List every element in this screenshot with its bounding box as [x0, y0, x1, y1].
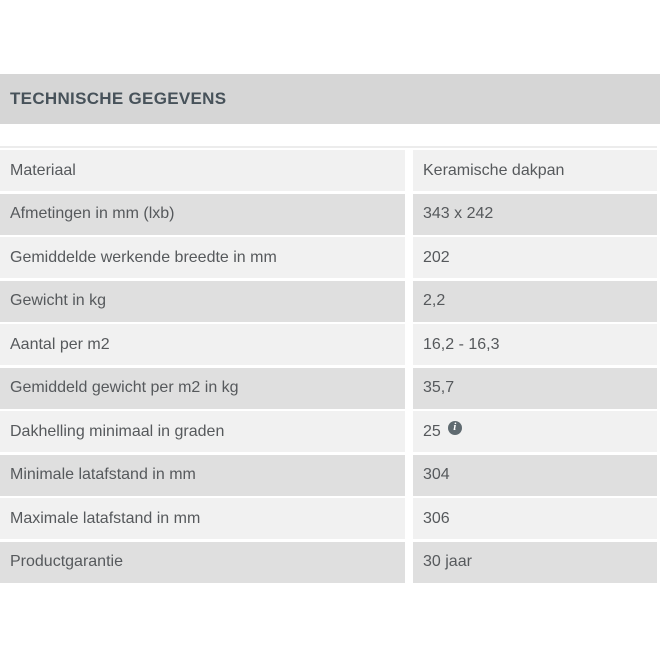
spec-value: 304: [413, 455, 657, 496]
spec-label: Maximale latafstand in mm: [0, 498, 405, 539]
technical-specs-table: [0, 150, 657, 583]
table-row: [0, 237, 657, 278]
table-row: [0, 194, 657, 235]
spec-value: 343 x 242: [413, 194, 657, 235]
spec-value: 16,2 - 16,3: [413, 324, 657, 365]
spec-value: Keramische dakpan: [413, 150, 657, 191]
spec-value-text: 25: [423, 422, 441, 440]
table-row: [0, 498, 657, 539]
table-row: [0, 368, 657, 409]
table-row: [0, 455, 657, 496]
table-top-divider: [0, 146, 657, 148]
info-circle-icon[interactable]: i: [448, 421, 462, 435]
table-row: [0, 324, 657, 365]
spec-label: Gewicht in kg: [0, 281, 405, 322]
spec-value: 30 jaar: [413, 542, 657, 583]
spec-label: Dakhelling minimaal in graden: [0, 411, 405, 452]
section-title: TECHNISCHE GEGEVENS: [10, 89, 227, 108]
table-row: [0, 281, 657, 322]
spec-label: Gemiddeld gewicht per m2 in kg: [0, 368, 405, 409]
spec-value: 2,2: [413, 281, 657, 322]
spec-label: Gemiddelde werkende breedte in mm: [0, 237, 405, 278]
spec-label: Materiaal: [0, 150, 405, 191]
spec-label: Afmetingen in mm (lxb): [0, 194, 405, 235]
spec-label: Aantal per m2: [0, 324, 405, 365]
table-row: [0, 411, 657, 452]
table-row: [0, 542, 657, 583]
spec-value: 35,7: [413, 368, 657, 409]
table-row: [0, 150, 657, 191]
section-header: [0, 74, 660, 124]
spec-label: Productgarantie: [0, 542, 405, 583]
spec-value: 202: [413, 237, 657, 278]
spec-value: 306: [413, 498, 657, 539]
spec-label: Minimale latafstand in mm: [0, 455, 405, 496]
spec-value: [413, 411, 657, 452]
